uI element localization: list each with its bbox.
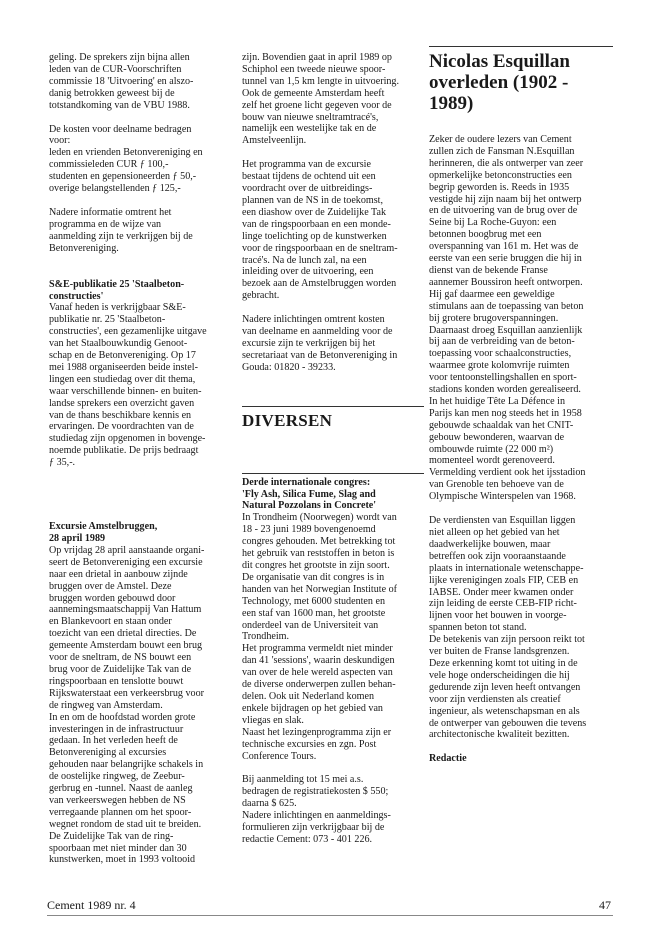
section-rule bbox=[242, 406, 424, 407]
paragraph-schiphol: zijn. Bovendien gaat in april 1989 op Schiphol een tweede nieuwe spoor- tunnel van 1,5 km lengte in uitvoering. Ook de gemeente Amsterdam heeft zelf het groene licht gegeven voor de bouw van nieuwe sneltramtracé's, namelijk een westelijke tak en de Amstelveenlijn. bbox=[242, 52, 399, 147]
paragraph-costs: De kosten voor deelname bedragen voor: leden en vrienden Betonvereniging en commissieleden CUR ƒ 100,- studenten en gepensioneerden ƒ 50,- overige belangstellenden ƒ 125,- bbox=[49, 123, 203, 195]
obituary-rule bbox=[429, 46, 613, 47]
paragraph-excursie: Op vrijdag 28 april aanstaande organi- seert de Betonvereniging een excursie naar een drietal in aanbouw zijnde bruggen over de Amstel. Deze bruggen worden gebouwd door aannemingsmaatschappij Van Hattum en Blankevoort en staan onder toezicht van een drietal directies. De gemeente Amsterdam bouwt een brug voor de sneltram, de NS bouwt een brug voor de Zuidelijke Tak van de ringspoorbaan en tenslotte bouwt Rijkswaterstaat een verkeersbrug voor de ringweg van Amsterdam. In en om de hoofdstad worden grote investeringen in de infrastructuur gedaan. In het verleden heeft de Betonvereniging al excursies gehouden naar belangrijke schakels in de oostelijke ringweg, de Zeebur- gerbrug en -tunnel. Naast de aanleg van verkeerswegen hebben de NS verregaande plannen om het spoor- wegnet rondom de stad uit te breiden. De Zuidelijke Tak van de ring- spoorbaan met niet minder dan 30 kunstwerken, moet in 1993 voltooid bbox=[49, 544, 205, 866]
section-title-diversen: DIVERSEN bbox=[242, 410, 333, 430]
section-rule-congres bbox=[242, 473, 424, 474]
footer-publication: Cement 1989 nr. 4 bbox=[47, 898, 136, 912]
obituary-title: Nicolas Esquillan overleden (1902 - 1989) bbox=[429, 51, 570, 114]
paragraph-congres: In Trondheim (Noorwegen) wordt van 18 - 23 juni 1989 bovengenoemd congres gehouden. Met betrekking tot het gebruik van reststoffen in beton is dit congres het grootste in zijn soort. De organisatie van dit congres is in handen van het Norwegian Institute of Technology, met 6000 studenten en een staf van 1600 man, het grootste onderdeel van de Universiteit van Trondheim. Het programma vermeldt niet minder dan 41 'sessions', waarin deskundigen van over de hele wereld aspecten van de diverse onderwerpen zullen behan- delen. Ook uit Nederland komen enkele bijdragen op het gebied van vliegas en slak. Naast het lezingenprogramma zijn er technische excursies en zgn. Post Conference Tours. bbox=[242, 512, 398, 762]
paragraph-info: Nadere informatie omtrent het programma en de wijze van aanmelding zijn te verkrijgen bij de Betonvereniging. bbox=[49, 206, 193, 254]
column-1 bbox=[49, 52, 231, 866]
subheading-se-publikatie: S&E-publikatie 25 'Staalbeton- constructies' bbox=[49, 278, 185, 302]
column-3 bbox=[429, 46, 613, 765]
signature-redactie: Redactie bbox=[429, 753, 467, 765]
column-2 bbox=[242, 52, 424, 846]
paragraph-aanmelding: Bij aanmelding tot 15 mei a.s. bedragen de registratiekosten $ 550; daarna $ 625. Nadere inlichtingen en aanmeldings- formulieren zijn verkrijgbaar bij de redactie Cement: 073 - 401 226. bbox=[242, 774, 391, 845]
subheading-congres: Derde internationale congres: 'Fly Ash, Silica Fume, Slag and Natural Pozzolans in Concrete' bbox=[242, 476, 377, 512]
paragraph-intro-continued: geling. De sprekers zijn bijna allen leden van de CUR-Voorschriften commissie 18 'Uitvoering' en alszo- danig betrokken geweest bij de totstandkoming van de VBU 1988. bbox=[49, 52, 194, 111]
footer-rule bbox=[47, 915, 613, 916]
paragraph-programma: Het programma van de excursie bestaat tijdens de ochtend uit een voordracht over de uitbreidings- plannen van de NS in de toekomst, een diashow over de Zuidelijke Tak van de ringspoorbaan en een monde- linge toelichting op de kunstwerken voor de ringspoorbaan en de sneltram- tracé's. Na de lunch zal, na een inleiding over de uitvoering, een bezoek aan de Amstelbruggen worden gebracht. bbox=[242, 159, 398, 302]
subheading-excursie: Excursie Amstelbruggen, 28 april 1989 bbox=[49, 521, 158, 544]
page-number: 47 bbox=[599, 898, 611, 912]
paragraph-se-publikatie: Vanaf heden is verkrijgbaar S&E- publikatie nr. 25 'Staalbeton- constructies', een gezamenlijke uitgave van het Staalbouwkundig Genoot- schap en de Betonvereniging. Op 17 mei 1988 organiseerden beide instel- lingen een studiedag over dit thema, waar verschillende binnen- en buiten- landse sprekers een overzicht gaven van de thans beschikbare kennis en ervaringen. De voordrachten van de studiedag zijn opgenomen in bovenge- noemde publikatie. De prijs bedraagt ƒ 35,-. bbox=[49, 302, 207, 469]
paragraph-obituary-1: Zeker de oudere lezers van Cement zullen zich de Fansman N.Esquillan herinneren, die als ontwerper van zeer opmerkelijke betonconstructies een begrip geworden is. Reeds in 1935 vestigde hij zijn naam bij het ontwerp en de uitvoering van de brug over de Seine bij La Roche-Guyon: een betonnen boogbrug met een overspanning van 161 m. Het was de eerste van een serie bruggen die hij in dienst van de bekende Franse aannemer Boussiron heeft ontworpen. Hij gaf daarmee een geweldige stimulans aan de toepassing van beton bij grotere brugoverspanningen. Daarnaast droeg Esquillan aanzienlijk bij aan de verbreiding van de beton- toepassing voor schaalconstructies, waarmee grote kolomvrije ruimten voor tentoonstellingshallen en sport- stadions konden worden gerealiseerd. In het huidige Tête La Défence in Parijs kan men nog steeds het in 1958 gebouwde schaaldak van het CNIT- gebouw bewonderen, waarvan de ombouwde ruimte (22 000 m²) momenteel wordt gerenoveerd. Vermelding verdient ook het ijsstadion van Grenoble ten behoeve van de Olympische Winterspelen van 1968. bbox=[429, 134, 586, 503]
paragraph-inlichtingen: Nadere inlichtingen omtrent kosten van deelname en aanmelding voor de excursie zijn te verkrijgen bij het secretariaat van de Betonvereniging in Gouda: 01820 - 39233. bbox=[242, 314, 398, 373]
paragraph-obituary-2: De verdiensten van Esquillan liggen niet alleen op het gebied van het daadwerkelijke bouwen, maar betreffen ook zijn vooraanstaande plaats in internationale wetenschappe- lijke verenigingen zoals FIP, CEB en IABSE. Onder meer kwamen onder zijn leiding de eerste CEB-FIP richt- lijnen voor het bouwen in voorge- spannen beton tot stand. De betekenis van zijn persoon reikt tot ver buiten de Franse landsgrenzen. Deze erkenning komt tot uiting in de vele hoge onderscheidingen die hij gedurende zijn leven heeft ontvangen voor zijn verdiensten als creatief ingenieur, als wetenschapsman en als de ontwerper van gebouwen die tevens architectonische kwaliteit bezitten. bbox=[429, 515, 587, 741]
